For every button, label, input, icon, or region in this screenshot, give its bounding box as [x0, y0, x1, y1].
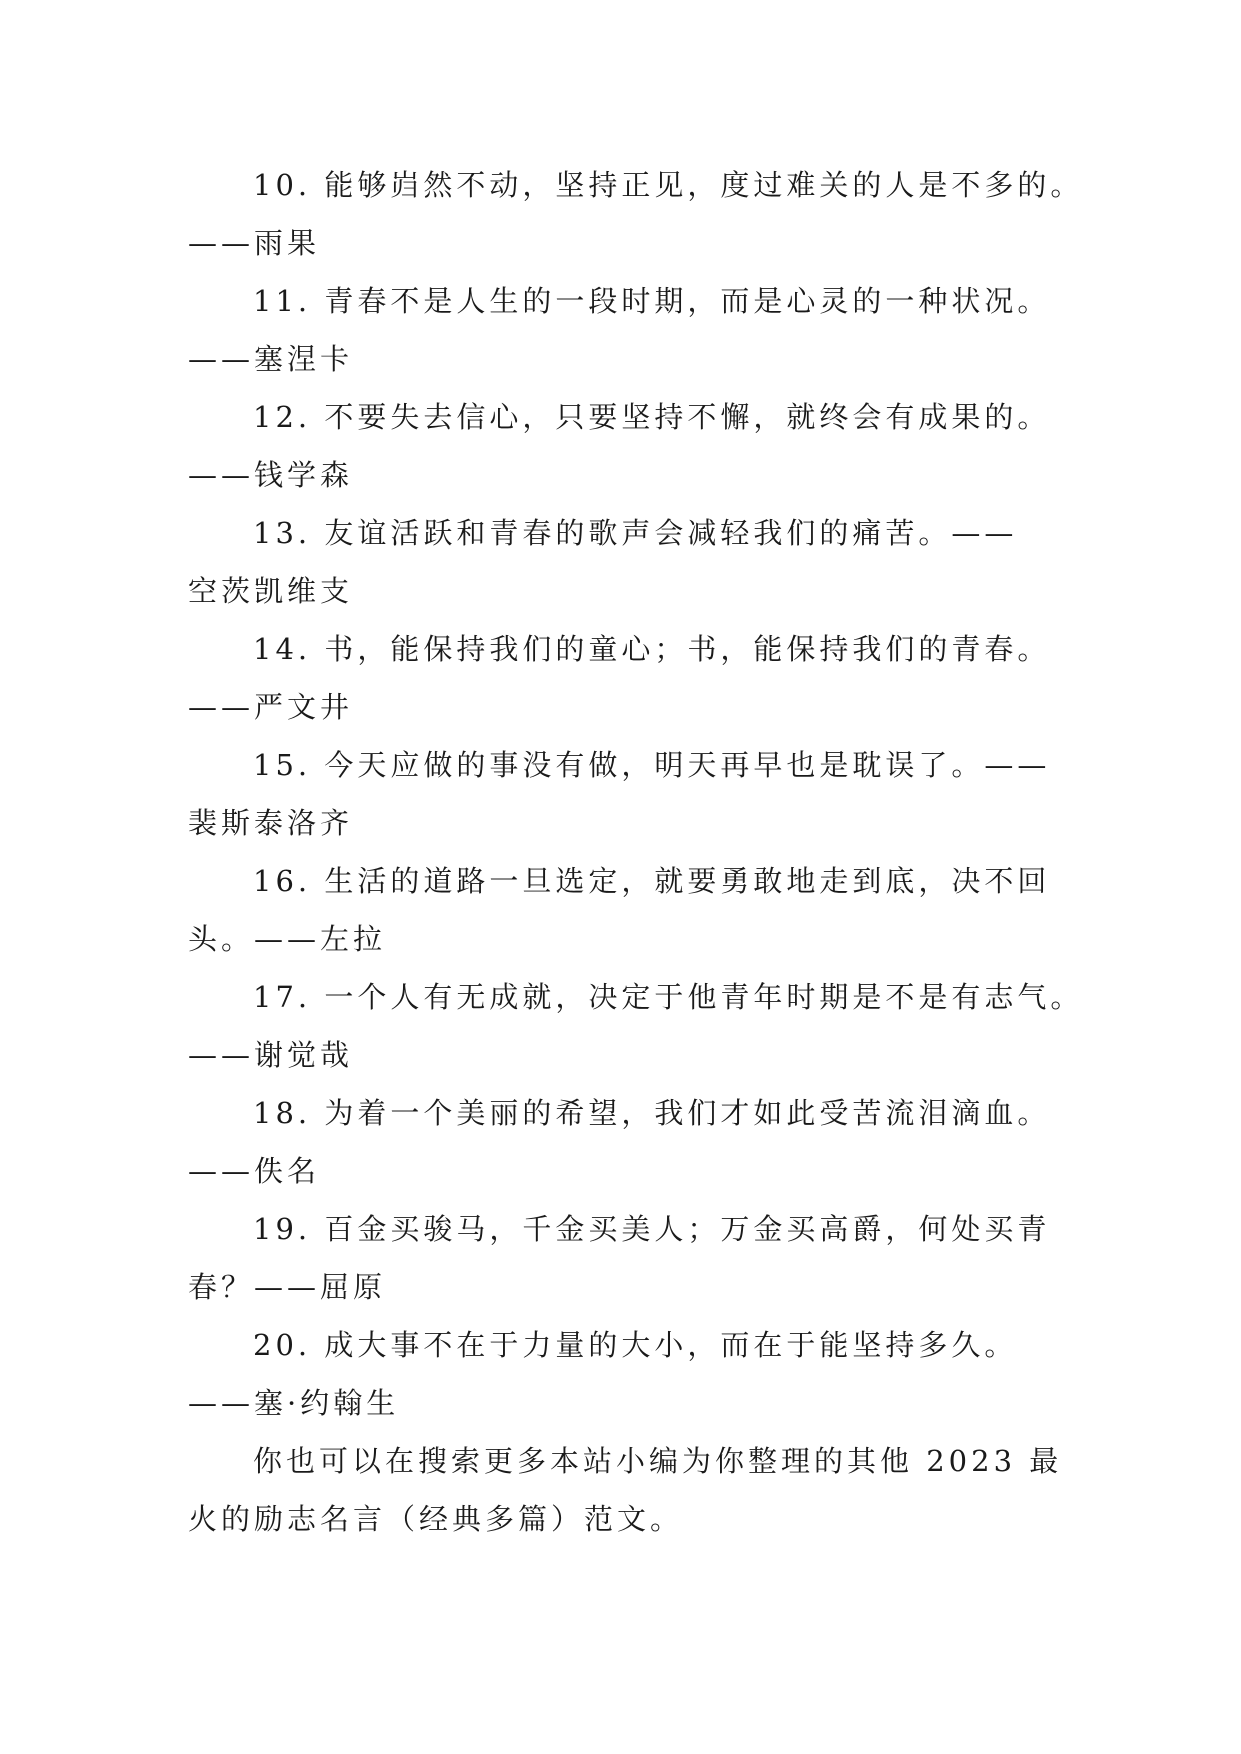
- quote-12-author: ——钱学森: [188, 458, 354, 492]
- quote-11-author: ——塞涅卡: [188, 342, 354, 376]
- quote-17-text: 17. 一个人有无成就，决定于他青年时期是不是有志气。: [253, 980, 1084, 1014]
- quote-16-author: 头。——左拉: [188, 922, 387, 956]
- quote-10-text: 10. 能够岿然不动，坚持正见，度过难关的人是不多的。: [253, 168, 1084, 202]
- quote-15-author: 裴斯泰洛齐: [188, 806, 354, 840]
- quote-20-author: ——塞·约翰生: [188, 1386, 400, 1420]
- quote-13-text: 13. 友谊活跃和青春的歌声会减轻我们的痛苦。——: [253, 516, 1018, 550]
- quote-18-author: ——佚名: [188, 1154, 321, 1188]
- quote-14-text: 14. 书，能保持我们的童心；书，能保持我们的青春。: [253, 632, 1051, 666]
- quote-19-text: 19. 百金买骏马，千金买美人；万金买高爵，何处买青: [253, 1212, 1051, 1246]
- quote-18-text: 18. 为着一个美丽的希望，我们才如此受苦流泪滴血。: [253, 1096, 1051, 1130]
- quote-12-text: 12. 不要失去信心，只要坚持不懈，就终会有成果的。: [253, 400, 1051, 434]
- quote-16-text: 16. 生活的道路一旦选定，就要勇敢地走到底，决不回: [253, 864, 1051, 898]
- quote-17-author: ——谢觉哉: [188, 1038, 354, 1072]
- closing-note-line-2: 火的励志名言（经典多篇）范文。: [188, 1502, 684, 1536]
- quote-20-text: 20. 成大事不在于力量的大小，而在于能坚持多久。: [253, 1328, 1018, 1362]
- quote-11-text: 11. 青春不是人生的一段时期，而是心灵的一种状况。: [253, 284, 1051, 318]
- closing-note-line-1: 你也可以在搜索更多本站小编为你整理的其他 2023 最: [253, 1444, 1063, 1478]
- quote-19-author: 春？——屈原: [188, 1270, 387, 1304]
- quote-14-author: ——严文井: [188, 690, 354, 724]
- quote-13-author: 空茨凯维支: [188, 574, 354, 608]
- quote-list: [188, 156, 1084, 1548]
- quote-15-text: 15. 今天应做的事没有做，明天再早也是耽误了。——: [253, 748, 1051, 782]
- quote-10-author: ——雨果: [188, 226, 321, 260]
